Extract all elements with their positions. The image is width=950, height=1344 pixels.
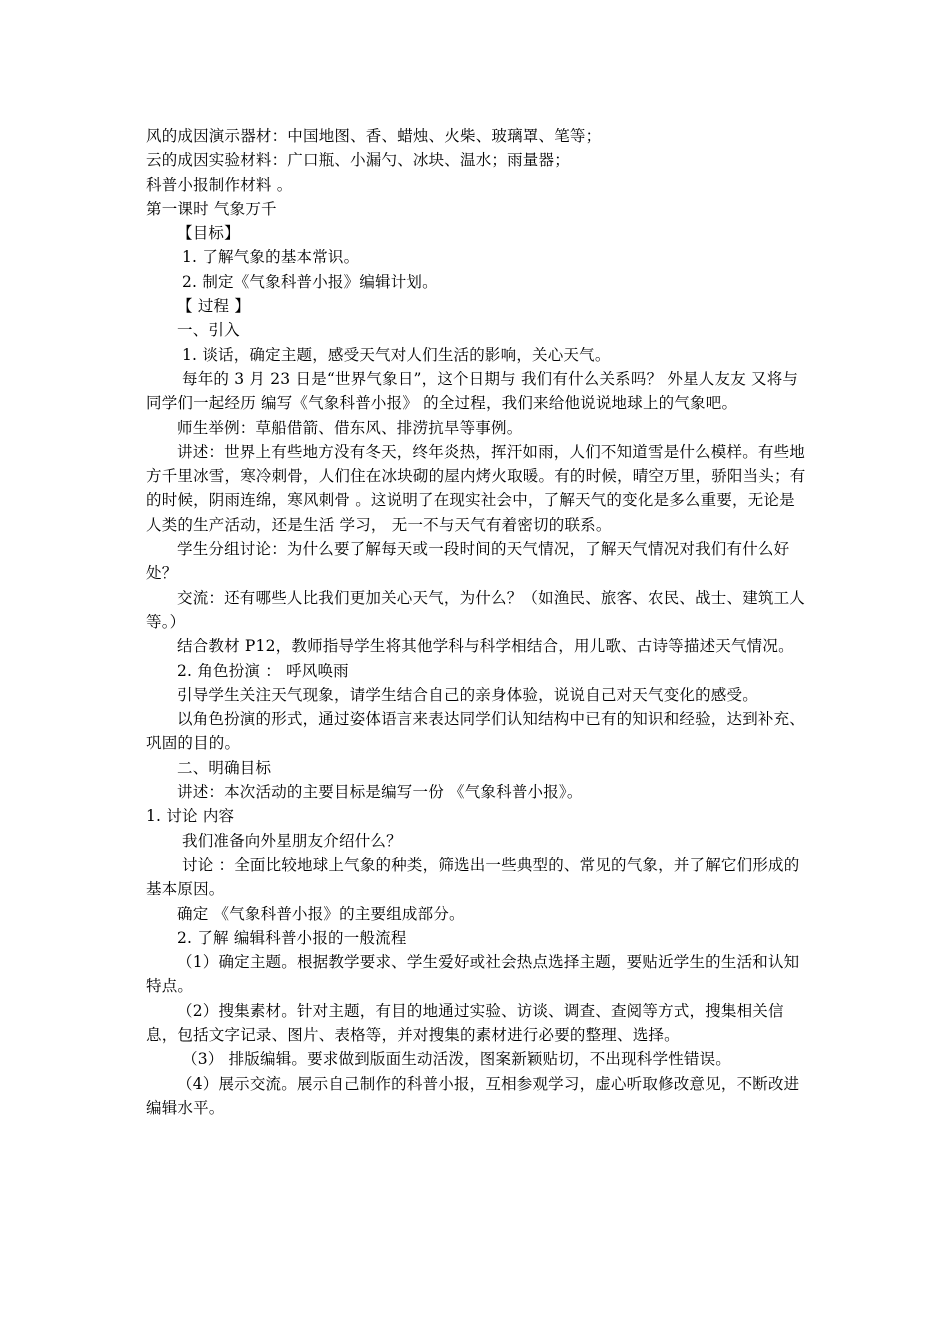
paragraph: 讲述：本次活动的主要目标是编写一份 《气象科普小报》。 [177,783,583,802]
paragraph: 以角色扮演的形式，通过姿体语言来表达同学们认知结构中已有的知识和经验，达到补充、巩固的目的。 [146,710,806,753]
paragraph: 学生分组讨论：为什么要了解每天或一段时间的天气情况，了解天气情况对我们有什么好处？ [146,540,790,583]
paragraph: 讲述：世界上有些地方没有冬天，终年炎热，挥汗如雨，人们不知道雪是什么模样。有些地方千里冰雪，寒冷刺骨，人们住在冰块砌的屋内烤火取暖。有的时候，晴空万里，骄阳当头；有的时候，阴雨连绵，寒风刺骨 。这说明了在现实社会中，了解天气的变化是多么重要，无论是人类的生产活动，还是生活 学习， 无一不与天气有着密切的联系。 [146,442,806,534]
paragraph: 1. 谈话，确定主题，感受天气对人们生活的影响，关心天气。 [182,345,611,364]
list-item: （4）展示交流。展示自己制作的科普小报，互相参观学习，虚心听取修改意见，不断改进编辑水平。 [146,1074,800,1117]
paragraph: 云的成因实验材料：广口瓶、小漏勺、冰块、温水；雨量器； [146,151,570,170]
paragraph: 交流：还有哪些人比我们更加关心天气，为什么？（如渔民、旅客、农民、战士、建筑工人等。） [146,588,806,631]
document-body [146,124,810,1120]
list-item: （1）确定主题。根据教学要求、学生爱好或社会热点选择主题，要贴近学生的生活和认知特点。 [146,953,800,996]
list-item: 1. 了解气象的基本常识。 [182,248,360,267]
paragraph: 确定 《气象科普小报》的主要组成部分。 [177,904,465,923]
subheading: 一、引入 [177,321,240,340]
paragraph: 引导学生关注天气现象，请学生结合自己的亲身体验，说说自己对天气变化的感受。 [177,685,758,704]
subheading: 【目标】 [177,224,240,243]
list-item: （3） 排版编辑。要求做到版面生动活泼，图案新颖贴切，不出现科学性错误。 [182,1050,731,1069]
paragraph: 科普小报制作材料 。 [146,175,293,194]
paragraph: 结合教材 P12，教师指导学生将其他学科与科学相结合，用儿歌、古诗等描述天气情况。 [177,637,794,656]
subheading: 2. 角色扮演 ： 呼风唤雨 [177,661,349,680]
paragraph: 每年的 3 月 23 日是“世界气象日”，这个日期与 我们有什么关系吗？ 外星人友友 又将与同学们一起经历 编写《气象科普小报》 的全过程，我们来给他说说地球上的气象吧。 [146,369,799,413]
subheading: 2. 了解 编辑科普小报的一般流程 [177,928,407,947]
subheading: 二、明确目标 [177,758,272,777]
paragraph: 讨论 ：全面比较地球上气象的种类，筛选出一些典型的、常见的气象，并了解它们形成的基本原因。 [146,855,800,899]
list-item: （2）搜集素材。针对主题，有目的地通过实验、访谈、调查、查阅等方式，搜集相关信息，包括文字记录、图片、表格等，并对搜集的素材进行必要的整理、选择。 [146,1001,784,1044]
paragraph: 我们准备向外星朋友介绍什么？ [182,831,402,850]
list-item: 2. 制定《气象科普小报》编辑计划。 [182,272,438,291]
paragraph: 风的成因演示器材：中国地图、香、蜡烛、火柴、玻璃罩、笔等； [146,127,602,145]
section-heading: 第一课时 气象万千 [146,199,277,218]
subheading: 1. 讨论 内容 [146,807,235,826]
paragraph: 师生举例：草船借箭、借东风、排涝抗旱等事例。 [177,418,523,437]
subheading: 【 过程 】 [177,297,251,316]
